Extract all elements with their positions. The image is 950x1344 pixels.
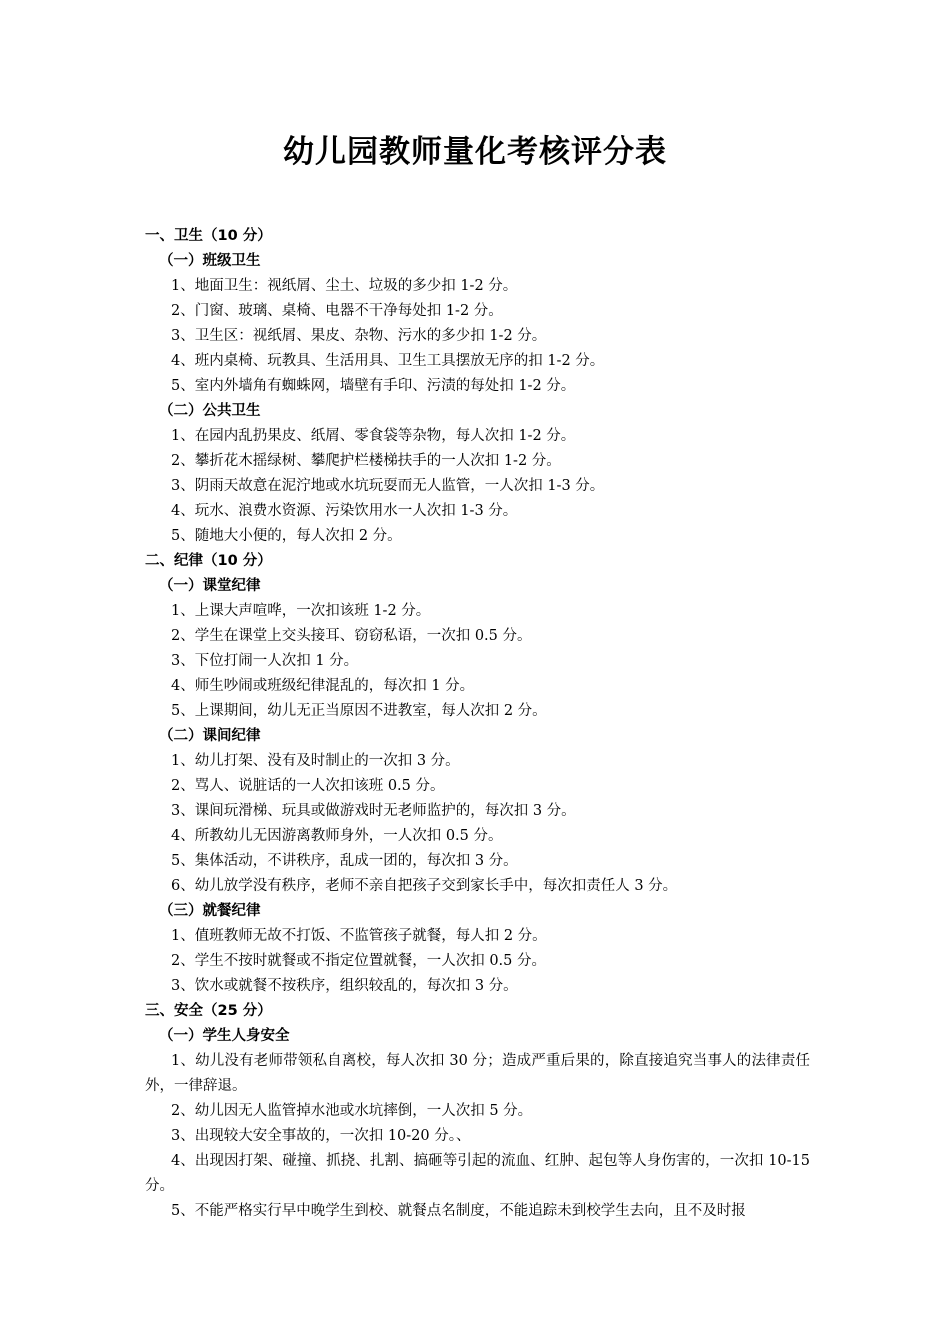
list-item: 3、下位打闹一人次扣 1 分。 (171, 653, 359, 669)
list-item: 5、上课期间，幼儿无正当原因不进教室，每人次扣 2 分。 (171, 703, 547, 719)
list-item: 5、集体活动，不讲秩序，乱成一团的，每次扣 3 分。 (171, 853, 518, 869)
list-item: 2、幼儿因无人监管掉水池或水坑摔倒，一人次扣 5 分。 (171, 1103, 533, 1119)
section-heading-safety: 三、安全（25 分） (145, 1003, 272, 1019)
list-item: 5、不能严格实行早中晚学生到校、就餐点名制度，不能追踪未到校学生去向，且不及时报 (171, 1203, 746, 1219)
subsection-heading-break-discipline: （二）课间纪律 (159, 728, 261, 744)
list-item: 3、阴雨天故意在泥泞地或水坑玩耍而无人监管，一人次扣 1-3 分。 (171, 478, 605, 494)
list-item: 2、门窗、玻璃、桌椅、电器不干净每处扣 1-2 分。 (171, 303, 503, 319)
list-item: 1、值班教师无故不打饭、不监管孩子就餐，每人扣 2 分。 (171, 928, 547, 944)
list-item: 5、室内外墙角有蜘蛛网，墙壁有手印、污渍的每处扣 1-2 分。 (171, 378, 576, 394)
list-item: 1、幼儿没有老师带领私自离校，每人次扣 30 分；造成严重后果的，除直接追究当事人的法律责任外，一律辞退。 (145, 1053, 810, 1094)
section-heading-discipline: 二、纪律（10 分） (145, 553, 272, 569)
list-item: 2、攀折花木摇绿树、攀爬护栏楼梯扶手的一人次扣 1-2 分。 (171, 453, 561, 469)
page-title: 幼儿园教师量化考核评分表 (283, 134, 667, 170)
list-item: 3、卫生区：视纸屑、果皮、杂物、污水的多少扣 1-2 分。 (171, 328, 547, 344)
list-item: 2、学生在课堂上交头接耳、窃窃私语，一次扣 0.5 分。 (171, 628, 532, 644)
list-item: 4、班内桌椅、玩教具、生活用具、卫生工具摆放无序的扣 1-2 分。 (171, 353, 605, 369)
list-item: 6、幼儿放学没有秩序，老师不亲自把孩子交到家长手中，每次扣责任人 3 分。 (171, 878, 678, 894)
document-body (145, 224, 810, 1224)
list-item: 3、课间玩滑梯、玩具或做游戏时无老师监护的，每次扣 3 分。 (171, 803, 576, 819)
subsection-heading-personal-safety: （一）学生人身安全 (159, 1028, 290, 1044)
section-heading-hygiene: 一、卫生（10 分） (145, 228, 272, 244)
list-item: 1、幼儿打架、没有及时制止的一次扣 3 分。 (171, 753, 460, 769)
subsection-heading-public-hygiene: （二）公共卫生 (159, 403, 261, 419)
list-item: 1、上课大声喧哗，一次扣该班 1-2 分。 (171, 603, 431, 619)
list-item: 2、学生不按时就餐或不指定位置就餐，一人次扣 0.5 分。 (171, 953, 547, 969)
list-item: 1、在园内乱扔果皮、纸屑、零食袋等杂物，每人次扣 1-2 分。 (171, 428, 576, 444)
list-item: 5、随地大小便的，每人次扣 2 分。 (171, 528, 402, 544)
subsection-heading-class-discipline: （一）课堂纪律 (159, 578, 261, 594)
list-item: 1、地面卫生：视纸屑、尘土、垃圾的多少扣 1-2 分。 (171, 278, 518, 294)
subsection-heading-dining-discipline: （三）就餐纪律 (159, 903, 261, 919)
list-item: 2、骂人、说脏话的一人次扣该班 0.5 分。 (171, 778, 445, 794)
list-item: 4、所教幼儿无因游离教师身外，一人次扣 0.5 分。 (171, 828, 503, 844)
list-item: 4、玩水、浪费水资源、污染饮用水一人次扣 1-3 分。 (171, 503, 518, 519)
list-item: 4、师生吵闹或班级纪律混乱的，每次扣 1 分。 (171, 678, 475, 694)
subsection-heading-class-hygiene: （一）班级卫生 (159, 253, 261, 269)
list-item: 3、饮水或就餐不按秩序，组织较乱的，每次扣 3 分。 (171, 978, 518, 994)
list-item: 3、出现较大安全事故的，一次扣 10-20 分。、 (171, 1128, 471, 1144)
list-item: 4、出现因打架、碰撞、抓挠、扎割、搞砸等引起的流血、红肿、起包等人身伤害的，一次扣 10-15 分。 (145, 1153, 810, 1194)
